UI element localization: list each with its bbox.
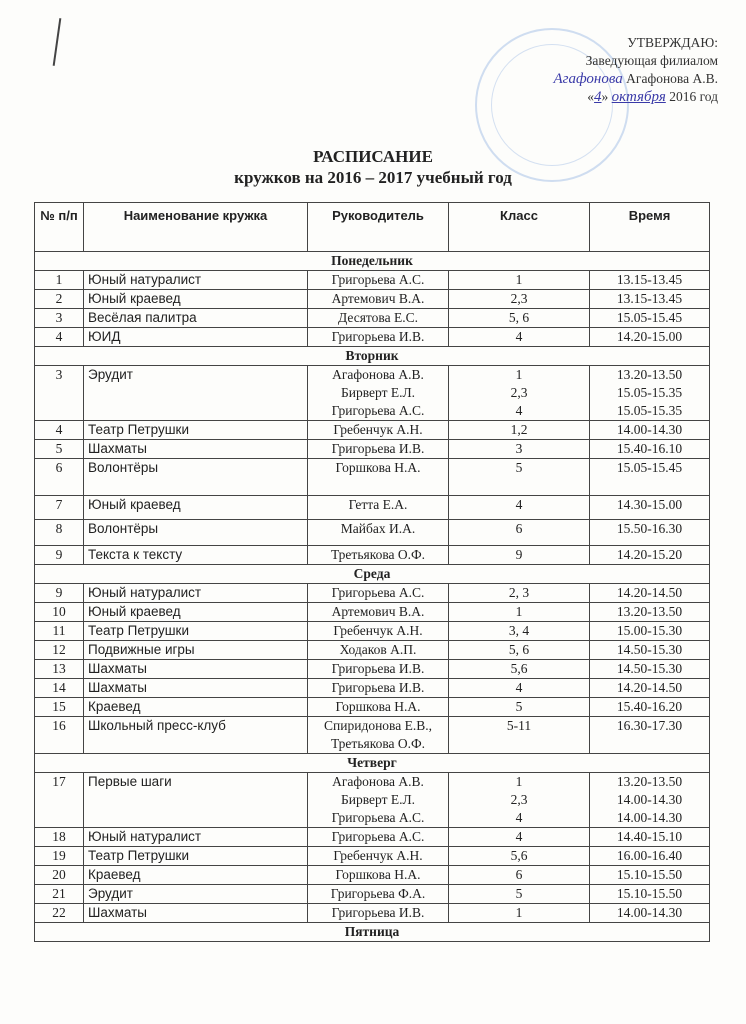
time-value: 14.20-15.20 <box>616 547 683 562</box>
time-cell <box>590 546 710 565</box>
class-value: 4 <box>515 680 523 695</box>
table-row <box>35 309 710 328</box>
row-number: 21 <box>35 885 84 904</box>
table-row <box>35 520 710 546</box>
time-cell <box>590 520 710 546</box>
class-value: 5 <box>515 699 523 714</box>
leader-value: Майбах И.А. <box>340 521 416 536</box>
time-cell <box>590 679 710 698</box>
table-row <box>35 622 710 641</box>
class-value: 4 <box>515 810 523 825</box>
club-name: Краевед <box>84 866 308 885</box>
approval-position: Заведующая филиалом <box>585 53 718 68</box>
class-value: 1,2 <box>510 422 528 437</box>
time-value: 14.50-15.30 <box>616 642 683 657</box>
row-number: 12 <box>35 641 84 660</box>
class-cell <box>449 828 590 847</box>
time-value: 14.30-15.00 <box>616 497 683 512</box>
leader-cell <box>308 773 449 828</box>
leader-cell <box>308 546 449 565</box>
time-cell <box>590 328 710 347</box>
class-value: 3, 4 <box>508 623 530 638</box>
class-cell <box>449 641 590 660</box>
leader-value: Десятова Е.С. <box>338 310 418 325</box>
class-value: 2,3 <box>510 385 528 400</box>
class-value: 1 <box>515 272 523 287</box>
leader-cell <box>308 271 449 290</box>
class-cell <box>449 660 590 679</box>
class-value: 5 <box>515 886 523 901</box>
leader-value: Третьякова О.Ф. <box>330 547 426 562</box>
class-value: 5,6 <box>510 661 528 676</box>
time-value: 15.05-15.45 <box>616 310 683 325</box>
class-value: 4 <box>515 403 523 418</box>
leader-value: Артемович В.А. <box>331 291 425 306</box>
leader-cell <box>308 366 449 421</box>
class-cell <box>449 546 590 565</box>
class-value: 2,3 <box>510 792 528 807</box>
title-line-1: РАСПИСАНИЕ <box>313 147 433 166</box>
row-number: 2 <box>35 290 84 309</box>
header-class: Класс <box>449 203 590 252</box>
club-name: Юный натуралист <box>84 271 308 290</box>
time-cell <box>590 603 710 622</box>
table-row <box>35 459 710 496</box>
club-name: Шахматы <box>84 660 308 679</box>
class-cell <box>449 459 590 496</box>
leader-cell <box>308 828 449 847</box>
time-cell <box>590 496 710 520</box>
class-cell <box>449 904 590 923</box>
header-leader: Руководитель <box>308 203 449 252</box>
class-cell <box>449 421 590 440</box>
time-cell <box>590 660 710 679</box>
time-value: 13.20-13.50 <box>616 604 683 619</box>
time-cell <box>590 290 710 309</box>
club-name: Юный натуралист <box>84 584 308 603</box>
row-number: 5 <box>35 440 84 459</box>
table-row <box>35 717 710 754</box>
class-cell <box>449 366 590 421</box>
time-cell <box>590 885 710 904</box>
club-name: Театр Петрушки <box>84 421 308 440</box>
leader-value: Гребенчук А.Н. <box>333 848 423 863</box>
club-name: Юный краевед <box>84 496 308 520</box>
leader-value: Григорьева А.С. <box>331 585 425 600</box>
leader-cell <box>308 717 449 754</box>
club-name: Театр Петрушки <box>84 847 308 866</box>
time-value: 15.50-16.30 <box>616 521 683 536</box>
leader-cell <box>308 584 449 603</box>
class-cell <box>449 885 590 904</box>
day-heading: Пятница <box>35 923 710 942</box>
time-value: 16.30-17.30 <box>616 718 683 733</box>
approval-month: октября <box>611 89 666 105</box>
row-number: 4 <box>35 328 84 347</box>
leader-value: Бирверт Е.Л. <box>340 385 415 400</box>
leader-value: Горшкова Н.А. <box>335 867 421 882</box>
leader-cell <box>308 622 449 641</box>
table-row <box>35 828 710 847</box>
class-cell <box>449 328 590 347</box>
class-cell <box>449 496 590 520</box>
class-value: 1 <box>515 905 523 920</box>
club-name: Юный натуралист <box>84 828 308 847</box>
class-value: 1 <box>515 604 523 619</box>
time-value: 13.20-13.50 <box>616 367 683 382</box>
leader-cell <box>308 847 449 866</box>
class-value: 1 <box>515 367 523 382</box>
header-club-name: Наименование кружка <box>84 203 308 252</box>
class-cell <box>449 622 590 641</box>
class-cell <box>449 847 590 866</box>
time-cell <box>590 828 710 847</box>
class-cell <box>449 309 590 328</box>
class-cell <box>449 440 590 459</box>
leader-value: Григорьева И.В. <box>331 661 425 676</box>
leader-cell <box>308 603 449 622</box>
leader-cell <box>308 440 449 459</box>
time-cell <box>590 717 710 754</box>
class-value: 9 <box>515 547 523 562</box>
row-number: 10 <box>35 603 84 622</box>
leader-value: Григорьева И.В. <box>331 441 425 456</box>
table-row <box>35 603 710 622</box>
time-value: 15.05-15.35 <box>616 385 683 400</box>
title-line-2: кружков на 2016 – 2017 учебный год <box>234 168 512 187</box>
club-name: Эрудит <box>84 885 308 904</box>
leader-cell <box>308 866 449 885</box>
club-name: Весёлая палитра <box>84 309 308 328</box>
leader-value: Гребенчук А.Н. <box>333 623 423 638</box>
day-row <box>35 565 710 584</box>
time-value: 14.00-14.30 <box>616 422 683 437</box>
leader-value: Григорьева И.В. <box>331 905 425 920</box>
approval-block <box>553 34 718 106</box>
club-name: Первые шаги <box>84 773 308 828</box>
row-number: 18 <box>35 828 84 847</box>
table-row <box>35 904 710 923</box>
row-number: 3 <box>35 309 84 328</box>
class-value: 4 <box>515 497 523 512</box>
row-number: 9 <box>35 584 84 603</box>
leader-value: Григорьева А.С. <box>331 403 425 418</box>
day-row <box>35 347 710 366</box>
class-value: 4 <box>515 829 523 844</box>
table-row <box>35 660 710 679</box>
time-value: 13.20-13.50 <box>616 774 683 789</box>
leader-value: Бирверт Е.Л. <box>340 792 415 807</box>
day-heading: Понедельник <box>35 252 710 271</box>
day-heading: Среда <box>35 565 710 584</box>
time-cell <box>590 622 710 641</box>
class-cell <box>449 698 590 717</box>
leader-cell <box>308 459 449 496</box>
table-row <box>35 546 710 565</box>
time-value: 15.00-15.30 <box>616 623 683 638</box>
class-value: 5, 6 <box>508 310 530 325</box>
time-value: 15.05-15.45 <box>616 460 683 475</box>
signature: Агафонова <box>553 71 623 87</box>
quote-close: » <box>601 89 609 104</box>
row-number: 8 <box>35 520 84 546</box>
table-row <box>35 496 710 520</box>
leader-cell <box>308 904 449 923</box>
table-row <box>35 885 710 904</box>
time-cell <box>590 584 710 603</box>
table-row <box>35 847 710 866</box>
time-value: 14.20-14.50 <box>616 680 683 695</box>
row-number: 13 <box>35 660 84 679</box>
time-value: 14.20-14.50 <box>616 585 683 600</box>
time-value: 16.00-16.40 <box>616 848 683 863</box>
time-cell <box>590 866 710 885</box>
club-name: ЮИД <box>84 328 308 347</box>
class-value: 2, 3 <box>508 585 530 600</box>
leader-value: Артемович В.А. <box>331 604 425 619</box>
row-number: 7 <box>35 496 84 520</box>
day-row <box>35 252 710 271</box>
table-row <box>35 698 710 717</box>
row-number: 14 <box>35 679 84 698</box>
row-number: 9 <box>35 546 84 565</box>
club-name: Шахматы <box>84 904 308 923</box>
table-row <box>35 271 710 290</box>
class-value: 6 <box>515 867 523 882</box>
leader-value: Гребенчук А.Н. <box>333 422 423 437</box>
class-value: 5 <box>515 460 523 475</box>
table-row <box>35 866 710 885</box>
club-name: Театр Петрушки <box>84 622 308 641</box>
leader-cell <box>308 698 449 717</box>
document-title <box>0 146 746 188</box>
leader-cell <box>308 679 449 698</box>
day-row <box>35 923 710 942</box>
class-value: 2,3 <box>510 291 528 306</box>
class-cell <box>449 717 590 754</box>
time-value: 14.50-15.30 <box>616 661 683 676</box>
table-row <box>35 440 710 459</box>
time-value: 15.40-16.20 <box>616 699 683 714</box>
club-name: Волонтёры <box>84 459 308 496</box>
leader-cell <box>308 421 449 440</box>
table-row <box>35 421 710 440</box>
row-number: 1 <box>35 271 84 290</box>
leader-cell <box>308 520 449 546</box>
time-cell <box>590 904 710 923</box>
leader-cell <box>308 496 449 520</box>
row-number: 22 <box>35 904 84 923</box>
club-name: Текста к тексту <box>84 546 308 565</box>
class-value: 1 <box>515 774 523 789</box>
club-name: Юный краевед <box>84 290 308 309</box>
time-value: 15.05-15.35 <box>616 403 683 418</box>
leader-value: Горшкова Н.А. <box>335 460 421 475</box>
time-cell <box>590 698 710 717</box>
day-heading: Четверг <box>35 754 710 773</box>
table-row <box>35 679 710 698</box>
time-cell <box>590 641 710 660</box>
leader-cell <box>308 328 449 347</box>
leader-value: Григорьева А.С. <box>331 272 425 287</box>
approver-name: Агафонова А.В. <box>626 71 718 86</box>
club-name: Краевед <box>84 698 308 717</box>
row-number: 3 <box>35 366 84 421</box>
pen-mark <box>53 18 62 66</box>
header-number: № п/п <box>35 203 84 252</box>
time-cell <box>590 421 710 440</box>
day-row <box>35 754 710 773</box>
row-number: 17 <box>35 773 84 828</box>
time-cell <box>590 440 710 459</box>
schedule-table <box>34 202 710 942</box>
table-row <box>35 584 710 603</box>
class-value: 5-11 <box>506 718 532 733</box>
leader-value: Третьякова О.Ф. <box>330 736 426 751</box>
class-value: 5,6 <box>510 848 528 863</box>
time-value: 15.10-15.50 <box>616 886 683 901</box>
club-name: Юный краевед <box>84 603 308 622</box>
class-cell <box>449 866 590 885</box>
class-value: 4 <box>515 329 523 344</box>
class-cell <box>449 773 590 828</box>
leader-value: Григорьева И.В. <box>331 680 425 695</box>
table-row <box>35 773 710 828</box>
time-cell <box>590 773 710 828</box>
club-name: Подвижные игры <box>84 641 308 660</box>
time-value: 15.10-15.50 <box>616 867 683 882</box>
row-number: 4 <box>35 421 84 440</box>
header-time: Время <box>590 203 710 252</box>
class-value: 3 <box>515 441 523 456</box>
leader-value: Агафонова А.В. <box>332 774 424 789</box>
leader-value: Агафонова А.В. <box>332 367 424 382</box>
class-cell <box>449 271 590 290</box>
club-name: Волонтёры <box>84 520 308 546</box>
time-cell <box>590 271 710 290</box>
class-value: 5, 6 <box>508 642 530 657</box>
leader-value: Гетта Е.А. <box>348 497 408 512</box>
club-name: Школьный пресс-клуб <box>84 717 308 754</box>
time-value: 14.00-14.30 <box>616 792 683 807</box>
table-row <box>35 366 710 421</box>
approval-day: 4 <box>594 89 602 105</box>
leader-cell <box>308 660 449 679</box>
class-cell <box>449 584 590 603</box>
leader-value: Григорьева Ф.А. <box>330 886 426 901</box>
club-name: Шахматы <box>84 440 308 459</box>
approval-heading: УТВЕРЖДАЮ: <box>627 35 718 50</box>
class-cell <box>449 679 590 698</box>
time-cell <box>590 309 710 328</box>
leader-value: Ходаков А.П. <box>339 642 417 657</box>
class-cell <box>449 603 590 622</box>
row-number: 6 <box>35 459 84 496</box>
time-cell <box>590 459 710 496</box>
leader-cell <box>308 309 449 328</box>
table-row <box>35 290 710 309</box>
class-value: 6 <box>515 521 523 536</box>
time-cell <box>590 847 710 866</box>
row-number: 11 <box>35 622 84 641</box>
leader-cell <box>308 885 449 904</box>
leader-value: Горшкова Н.А. <box>335 699 421 714</box>
time-cell <box>590 366 710 421</box>
time-value: 14.40-15.10 <box>616 829 683 844</box>
row-number: 15 <box>35 698 84 717</box>
time-value: 14.00-14.30 <box>616 810 683 825</box>
class-cell <box>449 520 590 546</box>
class-cell <box>449 290 590 309</box>
club-name: Эрудит <box>84 366 308 421</box>
time-value: 13.15-13.45 <box>616 272 683 287</box>
row-number: 19 <box>35 847 84 866</box>
leader-value: Григорьева И.В. <box>331 329 425 344</box>
leader-value: Григорьева А.С. <box>331 810 425 825</box>
time-value: 15.40-16.10 <box>616 441 683 456</box>
leader-value: Спиридонова Е.В., <box>324 718 432 733</box>
table-row <box>35 328 710 347</box>
row-number: 16 <box>35 717 84 754</box>
club-name: Шахматы <box>84 679 308 698</box>
quote-open: « <box>587 89 595 104</box>
time-value: 13.15-13.45 <box>616 291 683 306</box>
row-number: 20 <box>35 866 84 885</box>
time-value: 14.20-15.00 <box>616 329 683 344</box>
time-value: 14.00-14.30 <box>616 905 683 920</box>
day-heading: Вторник <box>35 347 710 366</box>
leader-cell <box>308 641 449 660</box>
leader-cell <box>308 290 449 309</box>
approval-year: 2016 год <box>669 89 718 104</box>
table-row <box>35 641 710 660</box>
leader-value: Григорьева А.С. <box>331 829 425 844</box>
